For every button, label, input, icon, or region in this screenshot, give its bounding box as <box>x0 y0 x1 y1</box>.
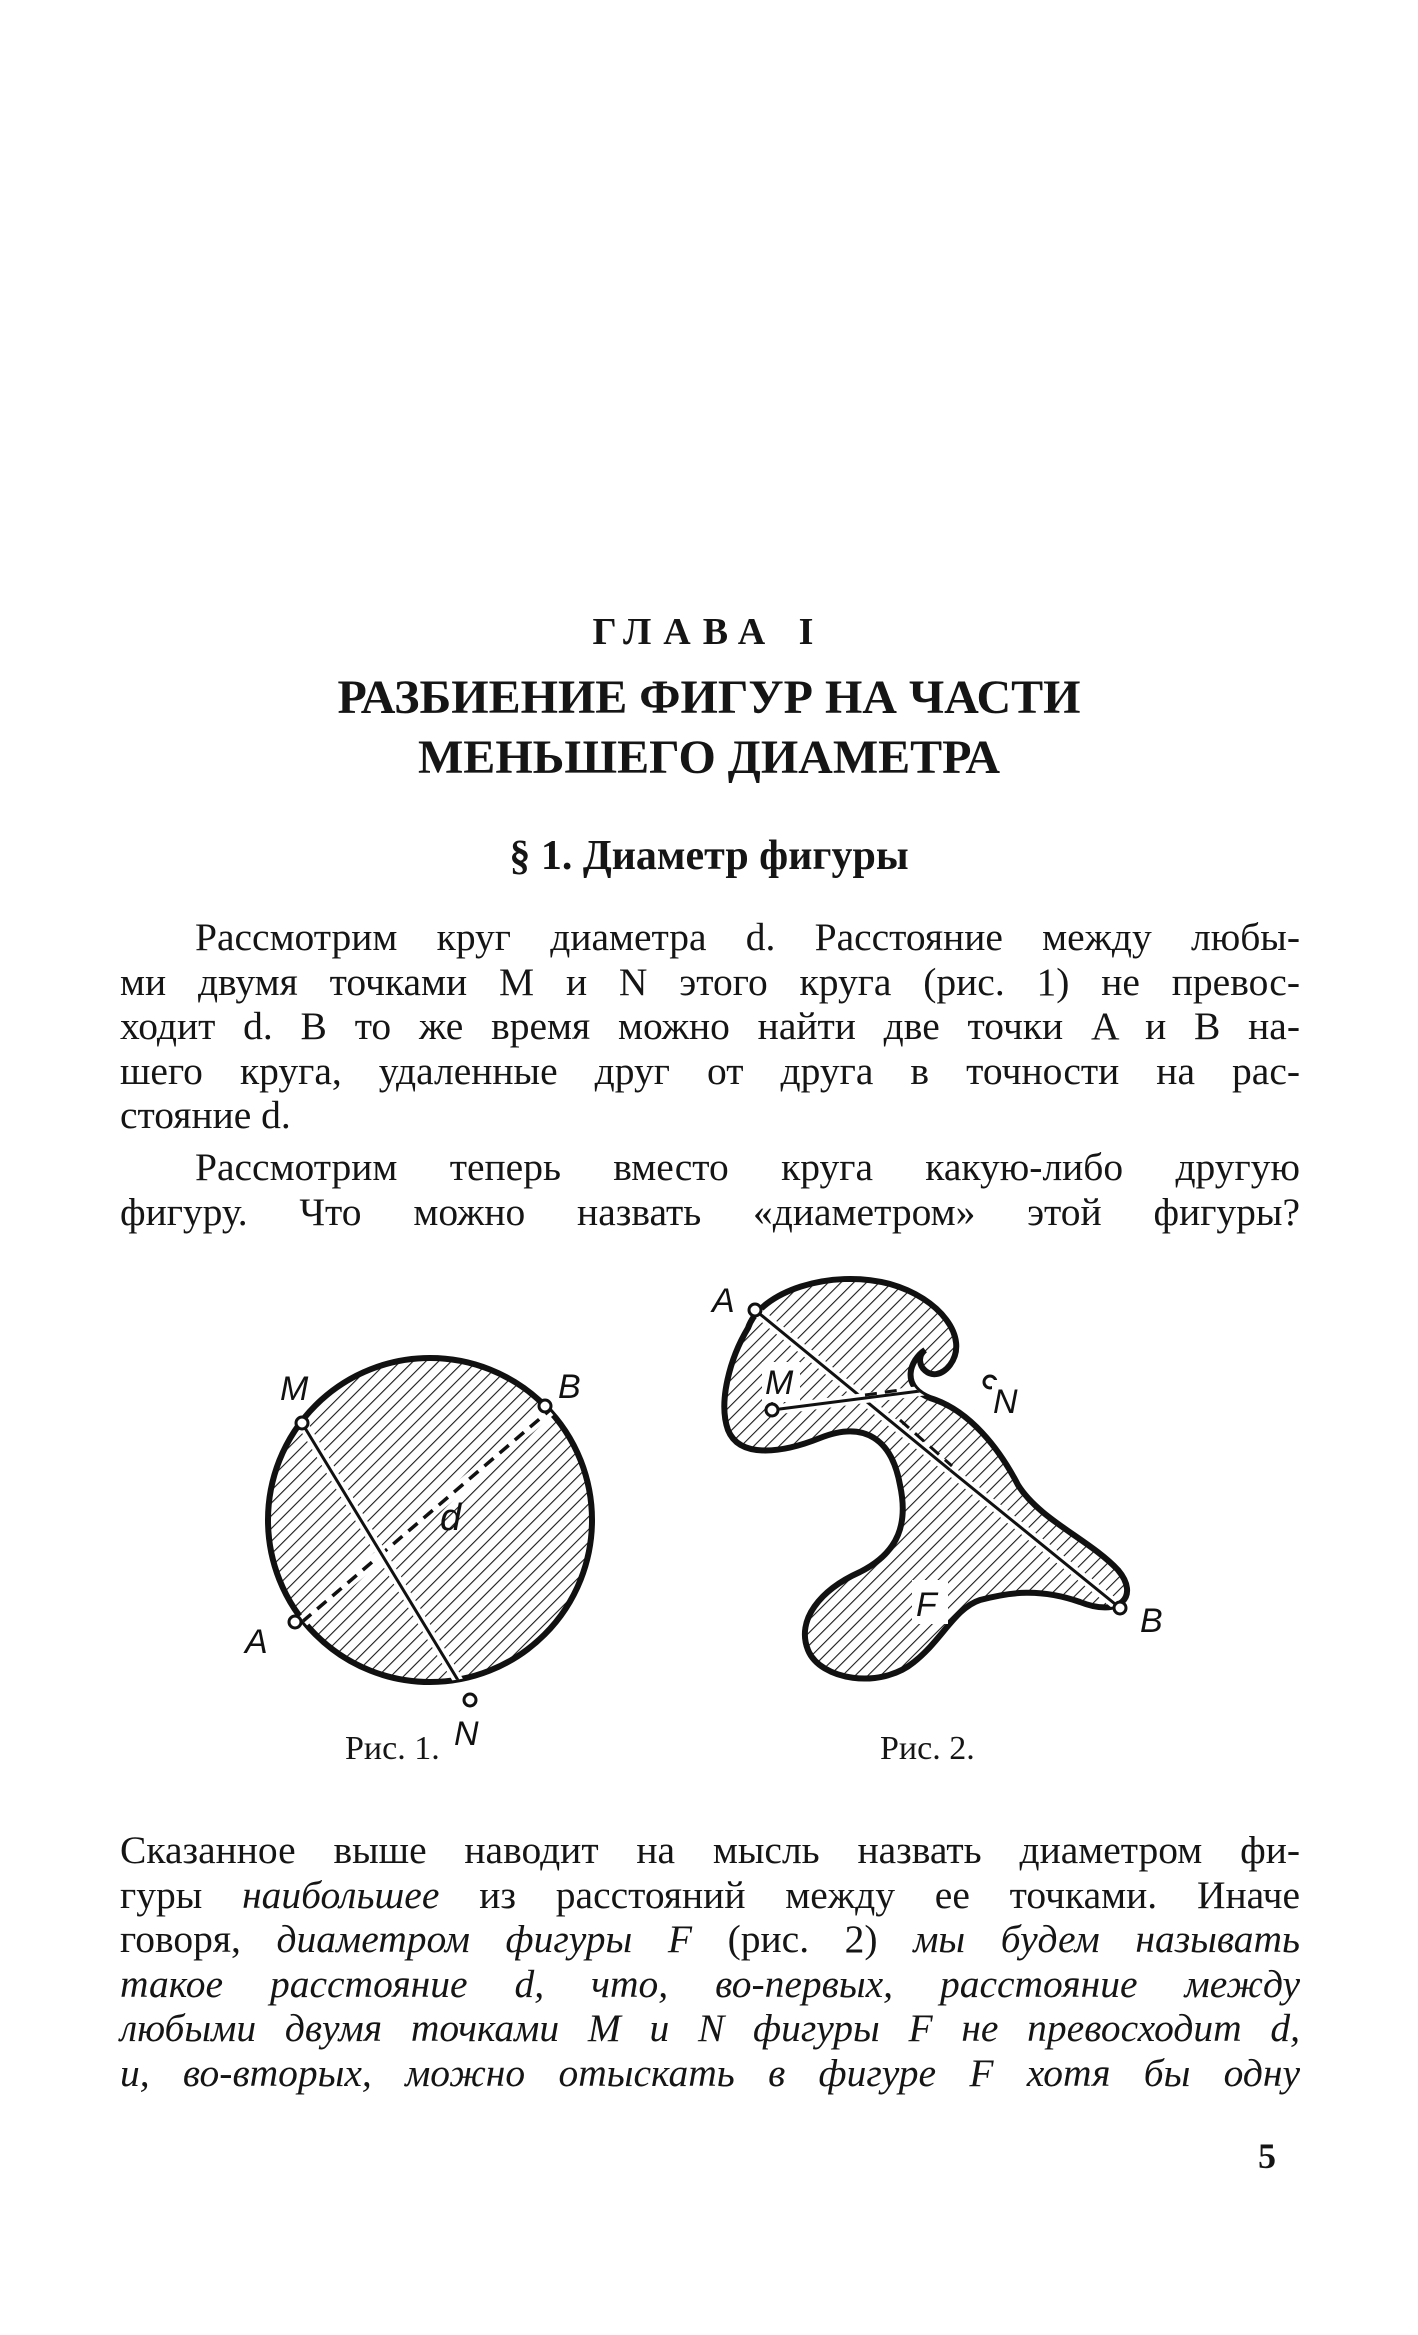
page-number: 5 <box>1258 2136 1276 2176</box>
label-n: N <box>454 1715 479 1753</box>
p3-l2-emphasis: наибольшее <box>242 1872 440 1917</box>
p3-l3-emphasis-2: мы будем называть <box>913 1917 1300 1961</box>
paragraph-3-line-1: Сказанное выше наводит на мысль назвать диаметром фи- <box>120 1828 1300 1872</box>
p3-l2-c: из расстояний между ее точками. Иначе <box>439 1872 1300 1917</box>
label-m: M <box>765 1364 794 1402</box>
point-m <box>766 1404 778 1416</box>
label-b: B <box>558 1368 581 1406</box>
label-d: d <box>440 1497 462 1539</box>
label-f: F <box>916 1586 937 1624</box>
label-n: N <box>993 1383 1018 1421</box>
paragraph-3-line-5: любыми двумя точками M и N фигуры F не превосходит d, <box>120 2006 1300 2050</box>
figure-2-caption: Рис. 2. <box>880 1730 975 1767</box>
section-heading: § 1. Диаметр фигуры <box>509 833 909 879</box>
point-b <box>539 1400 551 1412</box>
p3-l3-emphasis: диаметром фигуры F <box>276 1917 693 1961</box>
paragraph-3-line-6: и, во-вторых, можно отыскать в фигуре F хотя бы одну <box>120 2050 1300 2095</box>
paragraph-2-line-1: Рассмотрим теперь вместо круга какую-либо другую <box>195 1145 1300 1189</box>
paragraph-3-line-2 <box>120 1873 1300 1918</box>
paragraph-2-line-2: фигуру. Что можно назвать «диаметром» этой фигуры? <box>120 1189 1300 1234</box>
paragraph-3 <box>120 1828 1300 2095</box>
paragraph-1-line-2: ми двумя точками M и N этого круга (рис. 1) не превос- <box>120 959 1300 1004</box>
paragraph-1 <box>120 915 1300 1138</box>
point-m <box>296 1417 308 1429</box>
paragraph-3-line-3 <box>120 1917 1300 1962</box>
chapter-title <box>0 668 1418 788</box>
figure-1-circle-diagram <box>240 1330 620 1710</box>
point-a <box>289 1616 301 1628</box>
chapter-heading: ГЛАВА I <box>592 611 826 653</box>
chapter-title-line-1: РАЗБИЕНИЕ ФИГУР НА ЧАСТИ <box>337 671 1081 724</box>
figure-1-caption: Рис. 1. <box>345 1730 440 1767</box>
paragraph-1-line-1: Рассмотрим круг диаметра d. Расстояние между любы- <box>195 915 1300 959</box>
point-b <box>1114 1602 1126 1614</box>
label-a: A <box>245 1623 268 1661</box>
point-a <box>749 1304 761 1316</box>
chapter-title-line-2: МЕНЬШЕГО ДИАМЕТРА <box>418 731 1000 784</box>
p3-l3-c: (рис. 2) <box>692 1917 914 1961</box>
label-b: B <box>1140 1602 1163 1640</box>
figure-1-label-n-holder <box>440 1705 500 1755</box>
label-a: A <box>712 1282 735 1320</box>
paragraph-2 <box>120 1145 1300 1234</box>
paragraph-1-line-4: шего круга, удаленные друг от друга в точности на рас- <box>120 1048 1300 1093</box>
paragraph-3-line-4: такое расстояние d, что, во-первых, расстояние между <box>120 1961 1300 2006</box>
paragraph-1-line-5: стояние d. <box>120 1093 291 1137</box>
paragraph-1-line-3: ходит d. В то же время можно найти две точки A и B на- <box>120 1004 1300 1048</box>
figure-2-shape-diagram <box>700 1270 1180 1710</box>
p3-l3-a: говоря, <box>120 1917 277 1961</box>
label-m: M <box>280 1370 309 1408</box>
p3-l2-a: гуры <box>120 1872 243 1917</box>
